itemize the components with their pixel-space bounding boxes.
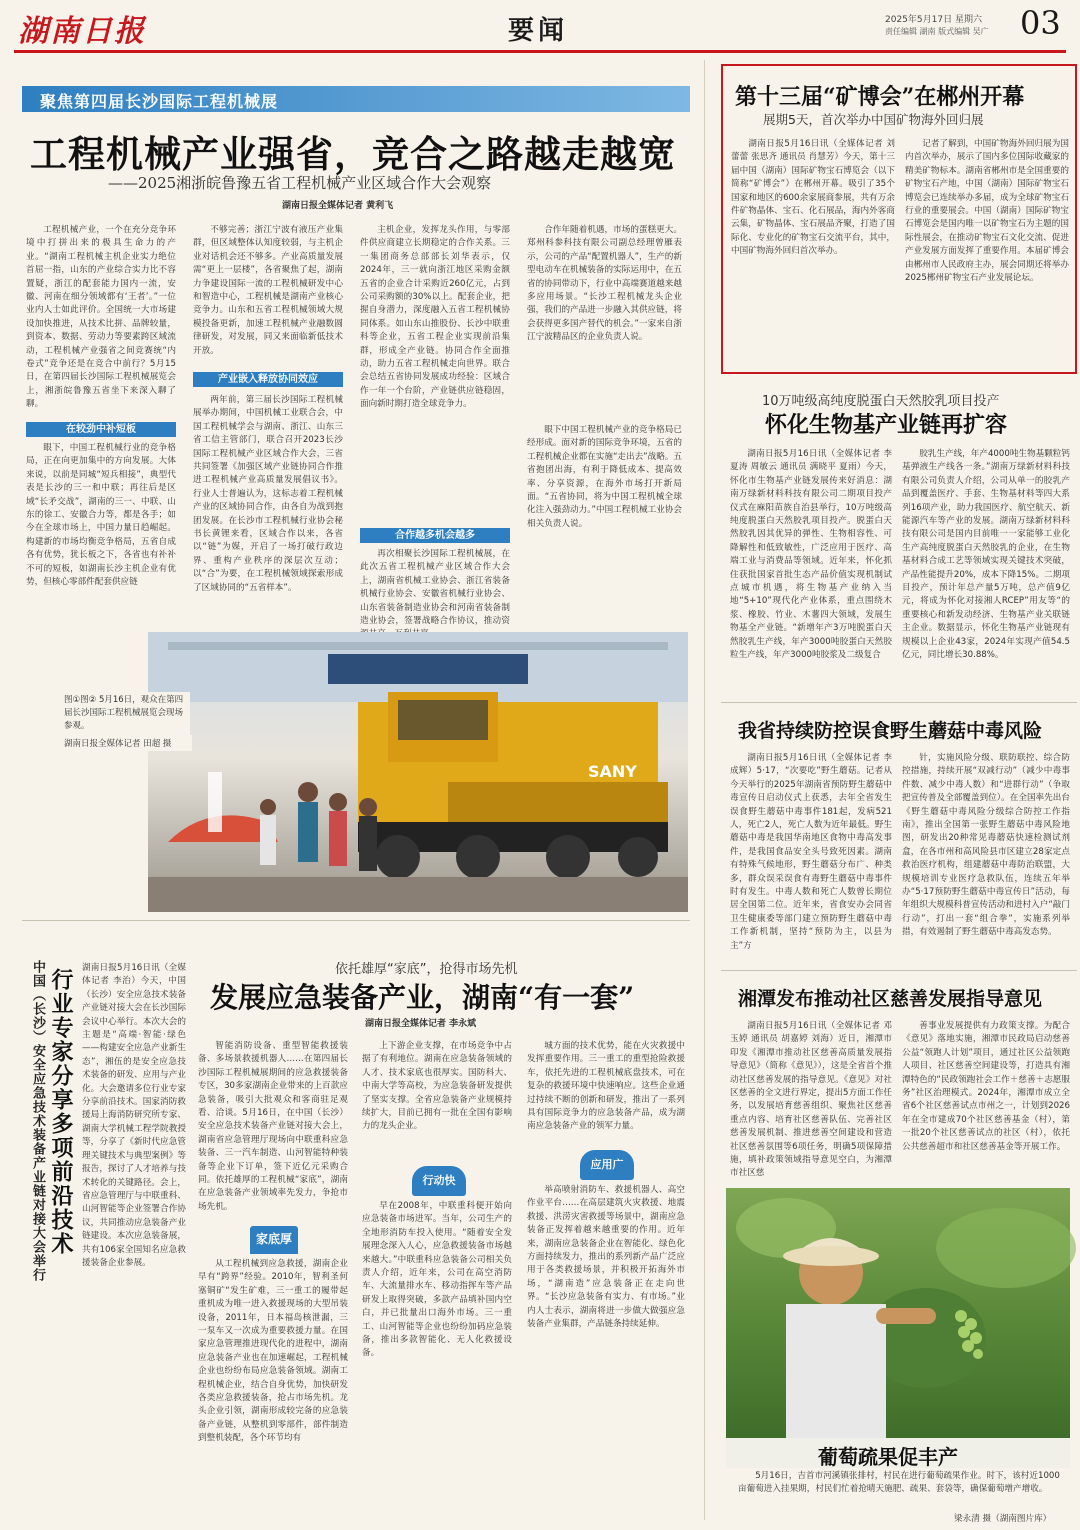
grape-photo-illustration: [726, 1188, 1070, 1438]
tag-yingyongguang: 应用广: [580, 1150, 634, 1180]
emergency-col1b-text: 从工程机械到应急救援，湖南企业早有“跨界”经验。2010年，智利圣何塞铜矿“发生矿难，三一重工的履带起重机成为唯一进入救援现场的大型吊装设备，2011年，日本福岛核泄漏，三一泵车又一次成为重要救援力量。在国家应急管理推进现代化的进程中，湖南应急装备产业也在加速崛起，工程机械企业也纷纷布局应急装备领域。湖南工程机械企业，结合自身优势，加快研发各类应急救援装备，抢占市场先机。龙头企业引领，湖南形成较完备的应急装备产业链，从整机到零部件，部件制造到整机装配，各个环节均有: [198, 1259, 348, 1444]
lead-col3b-text: 再次相聚长沙国际工程机械展，在此次五省工程机械产业区域合作大会上，湖南省机械工业协会、浙江省装备机械行业协会、安徽省机械行业协会、山东省装备制造业协会和河南省装备制造业协会，签署战略合作协议，推动资: [360, 549, 510, 627]
vertical-body: 湖南日报5月16日讯（全媒体记者 李治）今天，中国（长沙）安全应急技术装备产业链对接大会在长沙国际会议中心举行。本次大会的主题是“高端·智能·绿色——构建安全应急产业新生态”，湘伍的是安全应急技术装备的研发、应用与产业化。大会邀请多位行业专家分享前沿技术。国家消防救援局上海消防研究所专家、湖南大学机械工程学院教授等，分享了《新时代应急管理关键技术与典型案例》等报告，探讨了人才培养与技术转化的关键路径。会上，省应急管理厅与中联重科、山河智能等企业签署合作协议，共同推动应急装备产业链建设。本次应急装备展，共有106家全国知名应急救援装备企业参展。: [82, 963, 186, 1268]
page-editors: 责任编辑 湖南 版式编辑 吴广: [885, 27, 989, 36]
divider-lead-bottom: [22, 920, 690, 921]
grape-photo: [726, 1188, 1070, 1438]
mushroom-col2-text: 针，实施风险分级、联防联控、综合防控措施，持续开展“双减行动”（减少中毒事件数、减少中毒人数）和“进群行动”（争取把宣传普及全部覆盖到位）。在全国率先出台《野生蘑菇中毒风险分级综合防控工作指南》，推出全国第一张野生蘑菇中毒风险地图，研发出20种常见毒蘑菇快速检测试剂盒，在各市州和高风险县市区建立28家定点救治医疗机构，组建蘑菇中毒防治联盟，大规模培训专业医疗急救队伍，连续五年举办“5·17预防野生蘑菇中毒宣传日”活动，每年组织大规模科普宣传活动和进村入户“敲门行动”，打出一套“组合拳”，实施系列举措，有效遏制了野生蘑菇中毒高发态势。: [902, 753, 1070, 938]
masthead: [0, 0, 1080, 56]
section-tag-3: 合作越多机会越多: [360, 528, 510, 543]
section-tag-1: 在较劲中补短板: [26, 422, 176, 437]
tag-xingdongkuai: 行动快: [412, 1166, 466, 1196]
masthead-rule: [14, 50, 1066, 53]
topic-banner: [22, 86, 690, 112]
expo-photo: [148, 632, 688, 912]
charity-col1-text: 湖南日报5月16日讯（全媒体记者 邓玉婷 通讯员 胡嘉婷 刘海）近日，湘潭市印发《湘潭市推动社区慈善高质量发展指导意见》（简称《意见》），这是全省首个推动社区慈善发展的指导意见。《意见》对社区慈善的全文进行界定，提出5方面工作任务，以发展培育慈善组织、聚焦社区慈善重点内容、培育社区慈善队伍、完善社区慈善发展机制、推进慈善空间建设和营造社区慈善氛围等6项任务，明确5项保障措施，填补政策领域指导意见空白，为湘潭市社区慈: [730, 1021, 892, 1179]
charity-headline: 湘潭发布推动社区慈善发展指导意见: [738, 988, 1043, 1010]
emergency-col3b-text: 举高喷射消防车、救援机器人、高空作业平台……在高层建筑火灾救援、地震救援、洪涝灾害救援等场景中，湖南应急装备正发挥着越来越重要的作用。近年来，湖南应急装备企业在智能化、绿色化方面持续发力，推出的系列新产品广泛应用于各类救援场景，并积极开拓海外市场，“湖南造”应急装备正在走向世界。“长沙应急装备有实力、有市场。”业内人士表示，湖南将进一步做大做强应急装备产业集群，产品链条持续延伸。: [527, 1185, 685, 1330]
bio-col2-text: 胶乳生产线，年产4000吨生物基颗粒钙基弹液生产线各一条。”湖南万绿新材料科技有限公司负责人介绍，公司从单一的胶乳产品到覆盖医疗、手套、生物基材料等四大系列16项产业，助力我国医疗、航空航天、新能源汽车等产业的发展。湖南万绿新材料科技有限公司是国内目前唯一一家能够工业化生产高纯度脱蛋白天然胶乳的企业，在生物基材料合成工艺等领域实现关键技术突破，产品性能提升20%，成本下降15%。二期项目投产，预计年总产量5万吨，总产值9亿元，将成为怀化对接湘人RCEP”用友等“的重要核心和新发动经济、生物基产业关联链主企业。数据显示，怀化生物基产业链现有规模以上企业43家，2024年实现产值54.5亿元，同比增长30.88%。: [902, 449, 1070, 661]
issue-date: 2025年5月17日 星期六: [885, 15, 982, 25]
masthead-logo: 湖南日报: [18, 14, 146, 49]
vertical-subtitle: 中国（长沙）安全应急技术装备产业链对接大会举行: [30, 960, 45, 1282]
emergency-byline: 湖南日报全媒体记者 李永斌: [365, 1019, 477, 1029]
bio-headline: 怀化生物基产业链再扩容: [765, 412, 1008, 438]
lead-col3-text: 主机企业，发挥龙头作用，与零部件供应商建立长期稳定的合作关系。三一集团商务总部部长刘华表示，仅2024年，三一就向浙江地区采购金额五省的企业合计采购近260亿元，占到公司采购额的30%以上。配套企业，把握自身潜力，深度融入五省工程机械协同体系。如山东山推股份、长沙中联重科等企业，五省工程企业实现前沿集群，形成全产业链。协同合作全面推动，助力五省工程机械走向世界。联合会总结五省协同发展成功经验：区域合作一年一个台阶，产业链供应链稳固，面向新时期打造全球竞争力。: [360, 225, 510, 410]
banner-text: 聚焦第四届长沙国际工程机械展: [40, 92, 279, 111]
vertical-title: 行业专家分享多项前沿技术: [48, 968, 74, 1256]
lead-col2-text: 不够完善；浙江宁波有液压产业集群，但区域整体认知度较弱，与主机企业对话机会还不够多。产业高质量发展需“更上一层楼”，各省聚焦了起，湖南力争建设国际一流的工程机械研发中心和智造中心，工程机械是湖南产业核心竞争力。山东和五省工程机械领域大规模投备更新，加速工程机械产业融数圆律研发，对发展，同又来面临新低技术开放。: [193, 225, 343, 356]
mushroom-col1-text: 湖南日报5月16日讯（全媒体记者 李成辉）5·17，“次要吃”野生蘑菇。记者从今天举行的2025年湖南省预防野生蘑菇中毒宣传日启动仪式上获悉，去年全省发生误食野生蘑菇中毒事件181起，发病521人，死亡2人，死亡人数为近年最低。野生蘑菇中毒是我国华南地区食物中毒高发事件，是我国食品安全头号致死因素。湖南有特殊气候地形，野生蘑菇分布广、种类多，群众误采误食有毒野生蘑菇中毒事件时有发生。中毒人数和死亡人数曾长期位居全国第二位。近年来，省食安办会同省卫生健康委等部门建立预防野生蘑菇中毒工作新机制，坚持“预防为主，以县为主”方: [730, 753, 892, 951]
expo-col1-text: 湖南日报5月16日讯（全媒体记者 刘蕾蕾 张思齐 通讯员 肖慧芳）今天，第十三届中国（湖南）国际矿物宝石博览会（以下简称“矿博会”）在郴州开幕。吸引了35个国家和地区的600余家展商参展，共有万余件矿物晶体、宝石、化石展品，海内外客商云集，矿物晶体、宝石展品齐聚，打造了国际化、专业化的矿物宝石交流平台，其中，中国矿物海外回归首次举办。: [731, 139, 895, 257]
mushroom-headline: 我省持续防控误食野生蘑菇中毒风险: [738, 720, 1043, 742]
emergency-kicker: 依托雄厚“家底”，抢得市场先机: [335, 962, 518, 977]
bio-kicker: 10万吨级高纯度脱蛋白天然胶乳项目投产: [762, 394, 1000, 409]
emergency-headline: 发展应急装备产业，湖南“有一套”: [210, 981, 635, 1014]
grape-headline-band: [726, 1438, 1070, 1468]
lead-col1b-text: 眼下，中国工程机械行业的竞争格局，正在向更加集中的方向发展。大体来说，以前是同城“短兵相接”，典型代表是长沙的三一和中联；再往后是区域“长矛交战”，湖南的三一、中联、山东的徐工、安徽合力等，都是各手；如今在全球市场上，中国力量日趋崛起。构建新的市场均衡竞争格局，五省自成各有优势，犹长板之下，各省也有补补不可的短板，如湖南长沙主机企业有优势，但核心零部件配套供应链: [26, 443, 176, 588]
emergency-col2b-text: 早在2008年，中联重科便开始向应急装备市场进军。当年，公司生产的全地形消防车投入使用。“随着安全发展理念深入人心，应急救援装备市场越来越大。”中联重科应急装备公司相关负责人介绍，近年来，公司在高空消防车、大流量排水车、移动指挥车等产品研发上取得突破，多款产品填补国内空白，并已批量出口海外市场。三一重工、山河智能等企业也纷纷加码应急装备，推出多款智能化、无人化救援设备。: [362, 1201, 512, 1359]
emergency-col1-text: 智能消防设备、重型智能救援装备、多场景救援机器人……在第四届长沙国际工程机械展期间的应急救援装备专区，30多家湖南企业带来的上百款应急装备，吸引大批观众和客商驻足观看、洽谈。5月16日，在中国（长沙）安全应急技术装备产业链对接大会上，湖南省应急管理厅现场向中联重科应急装备、三一汽车制造、山河智能特种装备等企业下订单，签下近亿元采购合同。依托雄厚的工程机械“家底”，湖南在应急装备产业领域率先发力，争抢市场先机。: [198, 1041, 348, 1212]
grape-caption: 5月16日，吉首市河溪镇张排村，村民在进行葡萄疏果作业。时下，该村近1000亩葡萄进入挂果期，村民们忙着抢晴天施肥、疏果、套袋等，确保葡萄增产增收。: [738, 1471, 1060, 1495]
lead-subhead: ——2025湘浙皖鲁豫五省工程机械产业区域合作大会观察: [108, 174, 492, 192]
emergency-col3-text: 城方面的技术优势，能在火灾救援中发挥重要作用。三一重工的重型抢险救援车，依托先进的工程机械底盘技术，可在复杂的救援环境中快速响应。这些企业通过持续不断的创新和研发，推出了一系列具有国际竞争力的应急装备产品，成为湖南应急装备产业的领军力量。: [527, 1041, 685, 1132]
lead-col4b-text: 眼下中国工程机械产业的竞争格局已经形成。面对新的国际竞争环境，五省的工程机械企业都在实施“走出去”战略。五省抱团出海，有利于降低成本、提高效率、分享资源，在海外市场打开新局面。“五省协同，将为中国工程机械全球化注入强劲动力。”中国工程机械工业协会相关负责人说。: [527, 425, 682, 529]
charity-col2-text: 善事业发展提供有力政策支撑。为配合《意见》落地实施，湘潭市民政局启动慈善公益“领跑人计划”项目，通过社区公益领跑人项目、社区慈善空间建设等，打造具有湘潭特色的“民政领跑社会工作＋慈善＋志愿服务”社区治理模式。2024年，湘潭市成立全省6个社区慈善试点市州之一，计划到2026年在全市建成70个社区慈善基金（村），第一批20个社区慈善试点的社区（村），依托公共慈善超市和社区慈善基金等开展工作。: [902, 1021, 1070, 1152]
emergency-col2-text: 上下游企业支撑，在市场竞争中占据了有利地位。湖南在应急装备领域的人才、技术家底也很厚实。国防科大、中南大学等高校，为应急装备研发提供了坚实支撑。全省应急装备产业规模持续扩大，目前已拥有一批在全国有影响力的龙头企业。: [362, 1041, 512, 1132]
brand-label: SANY: [588, 762, 637, 781]
divider-mushroom-bottom: [721, 970, 1077, 971]
expo-subhead: 展期5天，首次举办中国矿物海外回归展: [763, 112, 984, 127]
lead-col1-text: 工程机械产业，一个在充分竞争环境中打拼出来的极具生命力的产业。“湖南工程机械主机企业实力绝位首屈一指，山东的产业综合实力比不容置疑，浙江的配套能力国内一流，安徽、河南在细分领域都有‘王者’。”一位业内人士如此评价。全国统一大市场建设加快推进，从技术比拼、品牌较量，到资本、数据、劳动力等要素跨区域流动，工程机械产业强省之间竞赛统“内卷式”竞争还是在竞合中前行？5月15日，在第四届长沙国际工程机械展览会上，湘浙皖鲁豫五省坐下来深入聊了聊。: [26, 225, 176, 410]
column-divider: [704, 60, 705, 1520]
divider-bio-bottom: [721, 702, 1077, 703]
lead-col2b-text: 两年前，第三届长沙国际工程机械展举办期间，中国机械工业联合会，中国工程机械学会与湖南、浙江、山东三省工信主管部门，联合召开2023长沙国际工程机械产业区域合作大会，三省共同签署《加强区域产业链协同合作推进工程机械产业高质量发展倡议书》。行业人士普遍认为，这标志着工程机械产业的区域协同合作，由各自为战到抱团发展。在长沙市工程机械行业协会秘书长黄锂来看，区域合作以来，各省以“链”为媒，开启了一场打破行政边界、重构产业秩序的深层次互动；以“合”为要，在工程机械领域探索形成了区域协同的“五省样本”。: [193, 395, 343, 593]
lead-col4-text: 合作年随着机遇，市场的蛋糕更大。郑州科参科技有限公司副总经理曾雁表示，公司的产品“配置机器人”，生产的新型电动车在机械装备的实际运用中，在五省的协同带动下，行业中高端赛道越来越多应用场景。“长沙工程机械龙头企业强，我们的产品进一步融入其供应链，将会获得更多国产替代的机会。”一家来自浙江宁波精品区的企业负责人说。: [527, 225, 682, 343]
grape-headline: 葡萄疏果促丰产: [818, 1445, 958, 1469]
section-name: 要闻: [508, 16, 569, 46]
photo-credit: 湖南日报全媒体记者 田超 摄: [62, 735, 192, 751]
bio-col1-text: 湖南日报5月16日讯（全媒体记者 李夏涛 周敏云 通讯员 满晓平 夏雨）今天，怀化市生物基产业链发展传来好消息：湖南万绿新材料科技有限公司二期项目投产仪式在麻阳苗族自治县举行，10万吨级高纯度脱蛋白天然胶乳项目投产。脱蛋白天然胶乳因其优异的弹性、生物相容性、可降解性和低致敏性，广泛应用于医疗、高端工业与消费品等领域。近年来，怀化抓住获批国家首批生态产品价值实现机制试点城市机遇，将生物基产业纳入当地“5+10”现代化产业体系，重点围绕木浆、橡胶、竹业、木薯四大领域，发展生物基全产业链。“新增年产3万吨脱蛋白天然胶乳生产线，年产3000吨胶蛋白天然胶粒生产线，年产3000吨胶浆及二级复合: [730, 449, 892, 661]
expo-col2-text: 记者了解到，中国矿物海外回归展为国内首次举办，展示了国内多位国际收藏家的精美矿物标本。湖南省郴州市是全国重要的矿物宝石产地，中国（湖南）国际矿物宝石博览会已连续举办多届，成为全球矿物宝石行业的重要展会。中国（湖南）国际矿物宝石博览会是国内唯一以矿物宝石为主题的国际性展会，在推动矿物宝石文化交流、促进产业发展方面发挥了重要作用。本届矿博会由郴州市人民政府主办，展会同期还将举办2025郴州矿物宝石产业发展论坛。: [905, 139, 1069, 284]
grape-credit: 梁永清 摄（湖南图片库）: [954, 1514, 1052, 1524]
lead-byline: 湖南日报全媒体记者 黄利飞: [282, 201, 394, 211]
expo-headline: 第十三届“矿博会”在郴州开幕: [735, 84, 1025, 110]
expo-box: [721, 64, 1077, 374]
section-tag-2: 产业嵌入释放协同效应: [193, 372, 343, 387]
lead-headline: 工程机械产业强省，竞合之路越走越宽: [30, 132, 676, 176]
photo-caption: 图①图② 5月16日，观众在第四届长沙国际工程机械展览会现场参观。: [62, 692, 190, 735]
tag-jiadihou: 家底厚: [250, 1226, 298, 1254]
page-number: 03: [1020, 4, 1061, 42]
